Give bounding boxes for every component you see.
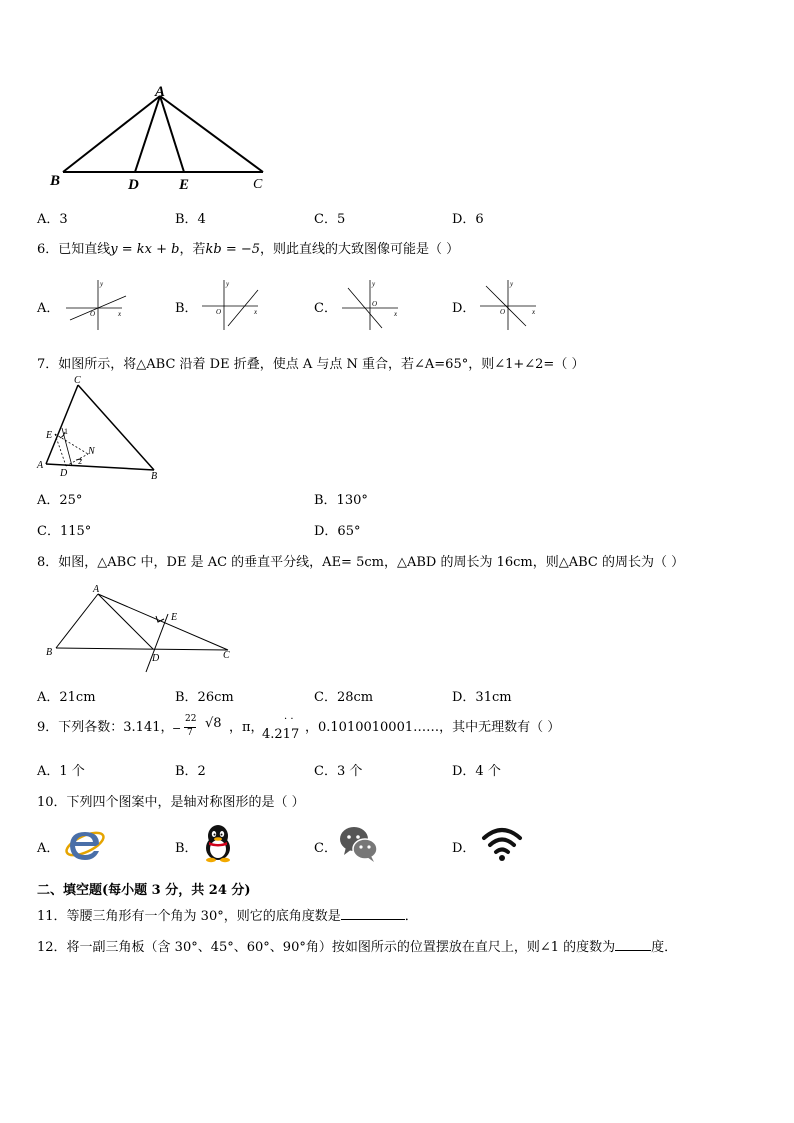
q5-option-c: C．5 — [314, 212, 346, 227]
q6-mid: ，若 — [179, 242, 206, 257]
fig7-1: 1 — [64, 427, 68, 436]
q9-fraction-denominator: 7 — [187, 728, 193, 738]
q8-option-c: C．28cm — [314, 690, 374, 705]
q6-prefix: 6．已知直线 — [37, 242, 111, 257]
browser-e-icon — [64, 824, 106, 864]
q6-graph-c — [340, 276, 404, 332]
q9-option-d: D．4 个 — [452, 764, 501, 779]
q6-option-b: B． — [175, 301, 198, 316]
q6a-o: O — [90, 310, 96, 318]
q6d-y: y — [510, 280, 514, 288]
q12-answer-blank[interactable] — [615, 950, 651, 951]
q5-option-b: B．4 — [175, 212, 206, 227]
q9-option-a: A．1 个 — [37, 764, 85, 779]
q11-end: ． — [404, 909, 418, 924]
q6-condition: kb = −5 — [205, 242, 261, 257]
q6-graph-a — [64, 276, 128, 332]
q9-tail: ，0.1010010001……，其中无理数有（ ） — [305, 720, 561, 735]
perpendicular-bisector-figure — [42, 580, 242, 676]
question-8: 8．如图，△ABC 中，DE 是 AC 的垂直平分线，AE= 5cm，△ABD 的周长为 16cm，则△ABC 的周长为（ ） — [37, 555, 685, 570]
q6a-y: y — [100, 280, 104, 288]
fig7-A: A — [37, 460, 44, 471]
q9-sqrt: √8 — [205, 716, 222, 731]
question-12 — [37, 936, 677, 955]
fig8-B: B — [46, 647, 53, 658]
q6-suffix: ，则此直线的大致图像可能是（ ） — [260, 242, 460, 257]
q9-repeating-dots: · · — [284, 714, 294, 725]
wifi-icon — [480, 825, 524, 863]
q8-option-b: B．26cm — [175, 690, 234, 705]
q6-option-d: D． — [452, 301, 476, 316]
q6c-x: x — [394, 310, 398, 318]
q6c-o: O — [372, 300, 378, 308]
q9-fraction-numerator: 22 — [185, 714, 197, 724]
q7-option-d: D．65° — [314, 524, 361, 539]
question-11 — [37, 905, 418, 924]
q6d-o: O — [500, 308, 506, 316]
penguin-icon — [201, 823, 235, 863]
q9-option-b: B．2 — [175, 764, 206, 779]
label-A: A — [155, 84, 166, 100]
fig7-D: D — [60, 468, 68, 479]
fig8-A: A — [93, 584, 100, 595]
q11-answer-blank[interactable] — [341, 919, 405, 920]
triangle-figure-top — [46, 82, 276, 194]
q5-option-a: A．3 — [37, 212, 68, 227]
fig8-C: C — [223, 650, 230, 661]
fig7-2: 2 — [78, 457, 82, 466]
q7-option-b: B．130° — [314, 493, 368, 508]
q8-option-d: D．31cm — [452, 690, 512, 705]
q11-text: 11．等腰三角形有一个角为 30°，则它的底角度数是 — [37, 909, 341, 924]
q5-option-d: D．6 — [452, 212, 484, 227]
q10-option-d: D． — [452, 841, 476, 856]
fig8-E: E — [171, 612, 178, 623]
q10-option-b: B． — [175, 841, 198, 856]
q6a-x: x — [118, 310, 122, 318]
label-E: E — [179, 177, 190, 193]
label-D: D — [128, 177, 139, 193]
q10-option-c: C． — [314, 841, 337, 856]
q7-option-a: A．25° — [37, 493, 83, 508]
q6b-o: O — [216, 308, 222, 316]
q10-option-a: A． — [37, 841, 60, 856]
q9-prefix: 9．下列各数：3.141， — [37, 720, 174, 735]
q6c-y: y — [372, 280, 376, 288]
q6-option-a: A． — [37, 301, 60, 316]
label-B: B — [50, 173, 61, 189]
q9-pi: ，π， — [229, 720, 264, 735]
q7-option-c: C．115° — [37, 524, 92, 539]
q9-option-c: C．3 个 — [314, 764, 363, 779]
fig8-D: D — [152, 653, 160, 664]
q6-option-c: C． — [314, 301, 337, 316]
fig7-C: C — [74, 375, 81, 386]
fig7-N: N — [88, 446, 95, 457]
q9-repeating-decimal: 4.217 — [262, 727, 300, 742]
q6b-x: x — [254, 308, 258, 316]
section-2-heading: 二、填空题(每小题 3 分，共 24 分) — [37, 883, 251, 898]
q6b-y: y — [226, 280, 230, 288]
fig7-B: B — [151, 471, 158, 482]
q9-minus: − — [172, 722, 182, 735]
q12-end: 度． — [651, 940, 678, 955]
q12-text: 12．将一副三角板（含 30°、45°、60°、90°角）按如图所示的位置摆放在直尺上，则∠1 的度数为 — [37, 940, 616, 955]
label-C: C — [253, 177, 263, 192]
fig7-E: E — [46, 430, 53, 441]
question-6 — [37, 238, 459, 257]
q6d-x: x — [532, 308, 536, 316]
q6-equation: y = kx + b — [110, 242, 180, 257]
q6-graph-b — [200, 276, 264, 332]
chat-bubbles-icon — [338, 825, 380, 863]
q6-graph-d — [478, 276, 542, 332]
q8-option-a: A．21cm — [37, 690, 96, 705]
fold-triangle-figure — [36, 372, 166, 484]
question-10: 10．下列四个图案中，是轴对称图形的是（ ） — [37, 795, 305, 810]
question-7: 7．如图所示，将△ABC 沿着 DE 折叠，使点 A 与点 N 重合，若∠A=65°，则∠1+∠2=（ ） — [37, 357, 585, 372]
